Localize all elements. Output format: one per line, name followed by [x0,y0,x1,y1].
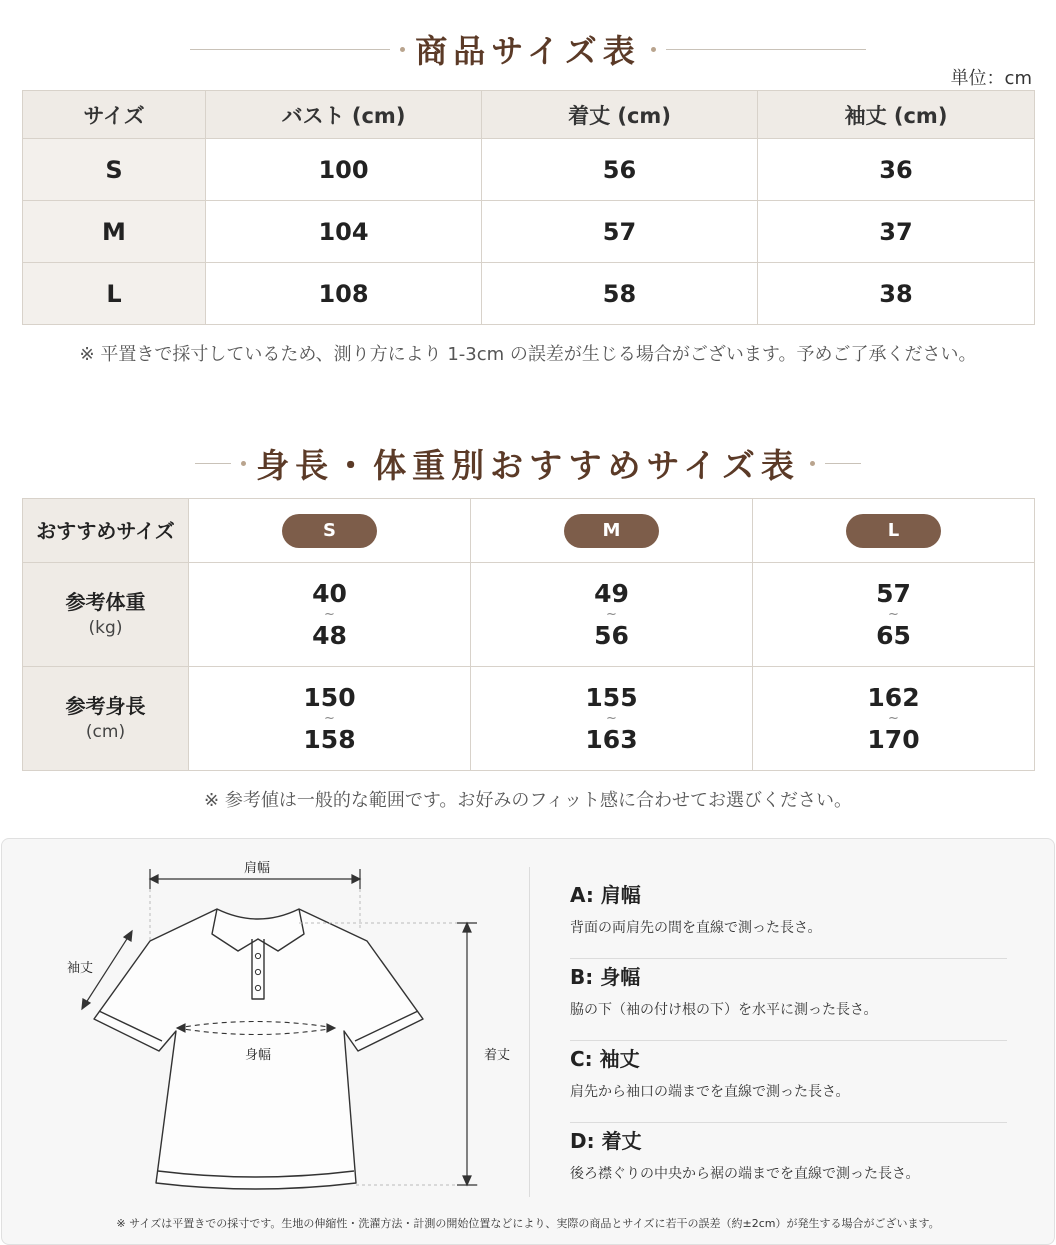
footer-note: ※ サイズは平置きでの採寸です。生地の伸縮性・洗濯方法・計測の開始位置などにより、実際の商品とサイズに若干の誤差（約±2cm）が発生する場合がございます。 [116,1217,940,1230]
length-label: 着丈 [484,1048,511,1063]
size-table-header [23,91,1035,139]
definition-title: B: 身幅 [570,965,641,989]
table-row [23,263,1035,325]
definition-desc: 脇の下（袖の付け根の下）を水平に測った長さ。 [570,1002,878,1018]
range-max: 158 [303,724,356,754]
length-measure-line [457,923,477,1185]
size-cell: L [23,263,206,325]
range-cell [471,667,753,771]
bust-cell: 104 [206,201,482,263]
title-line-left [195,463,231,464]
bust-cell: 108 [206,263,482,325]
size-cell: S [23,139,206,201]
sleeve-cell: 38 [758,263,1035,325]
size-pill-cell [189,499,471,563]
size-pill-s: S [282,514,377,548]
size-pill-cell [471,499,753,563]
range-min: 162 [867,682,920,712]
range-cell [753,667,1035,771]
length-cell: 56 [482,139,758,201]
measurement-panel [1,838,1055,1245]
range-tilde: ~ [324,606,335,622]
range-max: 48 [312,620,347,650]
range-tilde: ~ [888,710,899,726]
definition-item [570,1041,1007,1123]
title-line-right [666,49,866,50]
definition-item [570,877,1007,959]
definition-desc: 後ろ襟ぐりの中央から裾の端までを直線で測った長さ。 [570,1166,920,1182]
title-dot [651,47,656,52]
weight-unit: (kg) [88,617,123,638]
weight-row-label [23,563,189,667]
range-min: 49 [594,578,629,608]
size-pill-cell [753,499,1035,563]
range-cell [189,563,471,667]
recommend-table [22,498,1035,771]
recommend-title-row [0,440,1056,487]
range-cell [753,563,1035,667]
range-min: 40 [312,578,347,608]
recommend-note: ※ 参考値は一般的な範囲です。お好みのフィット感に合わせてお選びください。 [204,790,852,811]
definition-title: D: 着丈 [570,1129,642,1153]
header-size: サイズ [23,91,206,139]
range-max: 65 [876,620,911,650]
size-cell: M [23,201,206,263]
definition-title: C: 袖丈 [570,1047,640,1071]
size-chart-note: ※ 平置きで採寸しているため、測り方により 1-3cm の誤差が生じる場合がございます。予めご了承ください。 [79,344,977,365]
size-pill-l: L [846,514,941,548]
range-max: 56 [594,620,629,650]
body-width-label: 身幅 [244,1048,272,1063]
size-pill-m: M [564,514,659,548]
range-tilde: ~ [888,606,899,622]
table-row [23,201,1035,263]
recommend-title: 身長・体重別おすすめサイズ表 [256,446,800,485]
height-row-label [23,667,189,771]
table-row [23,139,1035,201]
length-cell: 57 [482,201,758,263]
panel-divider [529,867,530,1197]
shoulder-label: 肩幅 [243,861,271,876]
unit-label: 単位：cm [950,68,1032,89]
height-row [23,667,1035,771]
size-chart-title-row [0,26,1056,72]
definition-item [570,1123,1007,1205]
header-length: 着丈 (cm) [482,91,758,139]
definition-title: A: 肩幅 [570,883,641,907]
recommend-header-row [23,499,1035,563]
definition-desc: 背面の両肩先の間を直線で測った長さ。 [570,920,822,936]
bust-cell: 100 [206,139,482,201]
range-cell [189,667,471,771]
weight-row [23,563,1035,667]
measurement-definitions [570,877,1007,1205]
definition-desc: 肩先から袖口の端までを直線で測った長さ。 [570,1084,850,1100]
range-tilde: ~ [324,710,335,726]
header-sleeve: 袖丈 (cm) [758,91,1035,139]
recommend-header-label: おすすめサイズ [23,499,189,563]
sleeve-cell: 36 [758,139,1035,201]
header-bust: バスト (cm) [206,91,482,139]
range-cell [471,563,753,667]
weight-label: 参考体重 [65,589,146,614]
size-table [22,90,1035,325]
range-min: 150 [303,682,356,712]
height-label: 参考身長 [65,693,146,718]
title-line-left [190,49,390,50]
range-min: 155 [585,682,638,712]
sleeve-label: 袖丈 [66,961,94,976]
shirt-diagram [2,839,528,1209]
title-dot [241,461,246,466]
range-tilde: ~ [606,710,617,726]
range-max: 163 [585,724,638,754]
size-chart-title: 商品サイズ表 [415,32,641,70]
title-line-right [825,463,861,464]
range-tilde: ~ [606,606,617,622]
range-max: 170 [867,724,920,754]
title-dot [400,47,405,52]
height-unit: (cm) [85,721,126,742]
title-dot [810,461,815,466]
range-min: 57 [876,578,911,608]
length-cell: 58 [482,263,758,325]
definition-item [570,959,1007,1041]
sleeve-cell: 37 [758,201,1035,263]
